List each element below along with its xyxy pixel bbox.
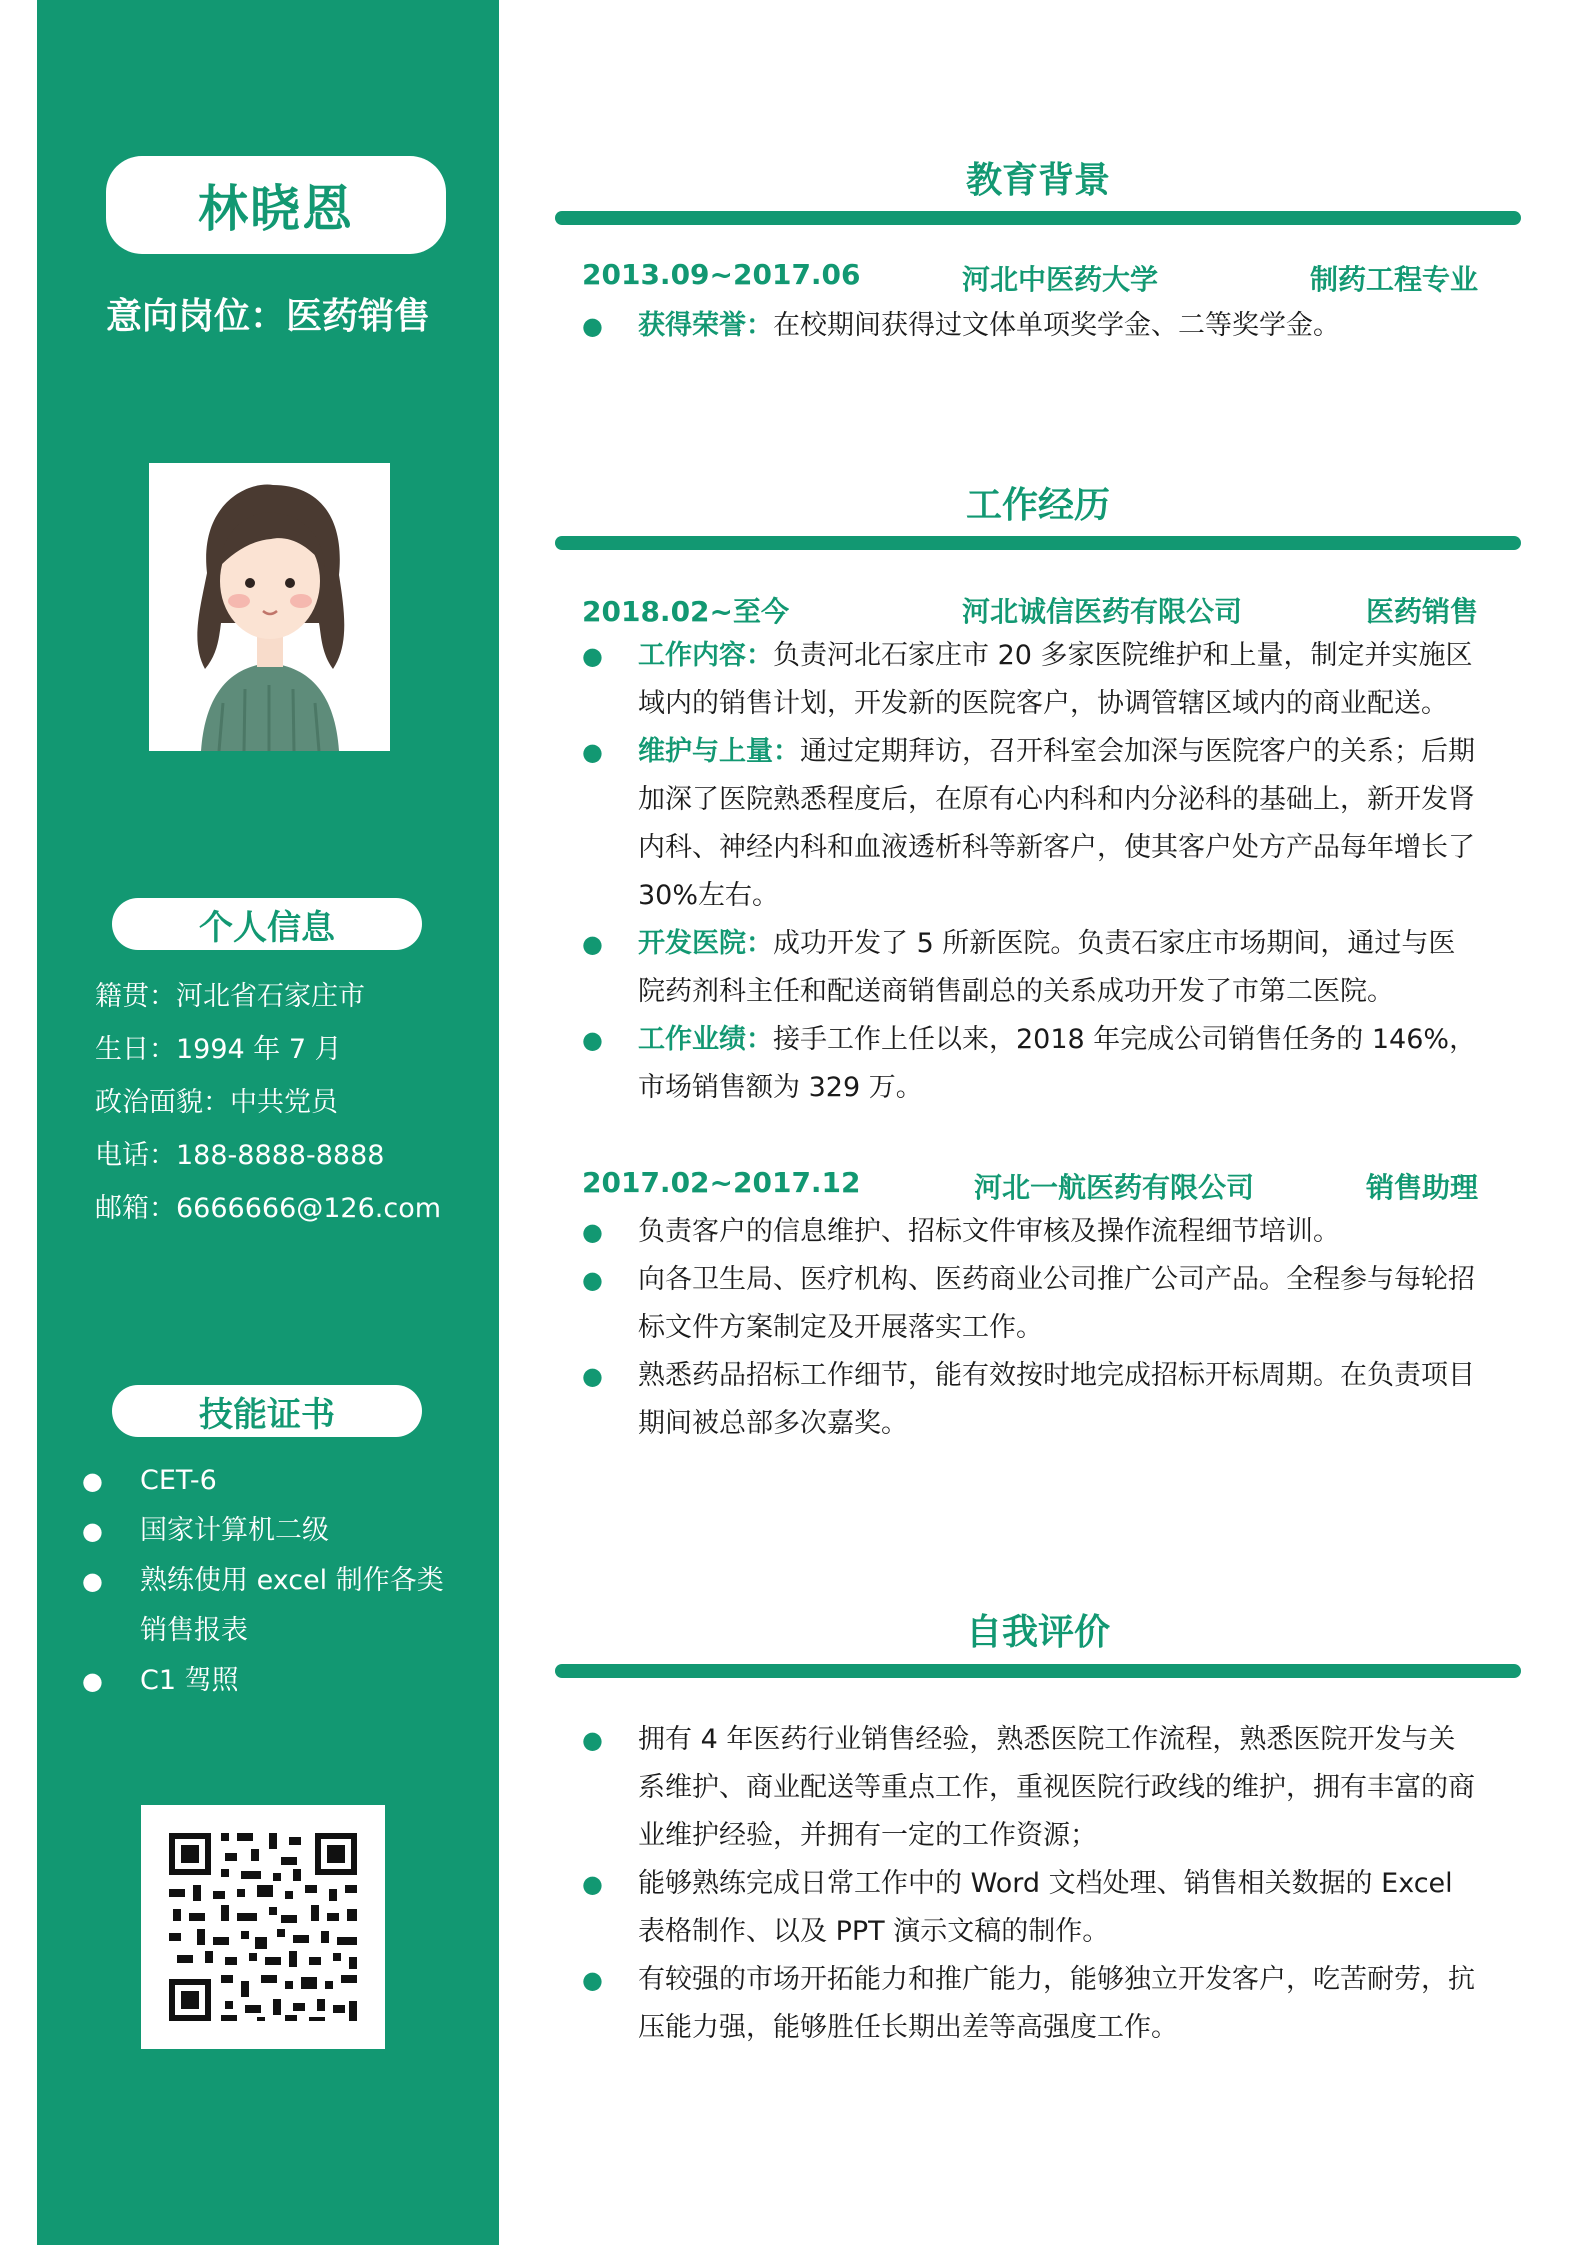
education-row bbox=[582, 258, 1478, 298]
avatar-illustration bbox=[149, 463, 390, 751]
bullet-icon: ● bbox=[82, 1567, 103, 1595]
job-row bbox=[582, 1166, 1478, 1206]
bullet-icon: ● bbox=[82, 1517, 103, 1545]
job-row bbox=[582, 590, 1478, 630]
job-intent: 意向岗位：医药销售 bbox=[105, 296, 430, 337]
info-hometown: 籍贯：河北省石家庄市 bbox=[95, 981, 365, 1012]
bullet-icon: ● bbox=[582, 1726, 603, 1754]
info-political-status: 政治面貌：中共党员 bbox=[95, 1087, 338, 1118]
job-role: 医药销售 bbox=[1365, 595, 1478, 628]
skills-title: 技能证书 bbox=[199, 1394, 335, 1435]
list-item: ● 向各卫生局、医疗机构、医药商业公司推广公司产品。全程参与每轮招标文件方案制定及开展落实工作。 bbox=[582, 1256, 1482, 1352]
work-title: 工作经历 bbox=[965, 485, 1110, 526]
name-badge bbox=[106, 156, 446, 254]
honor-text: 在校期间获得过文体单项奖学金、二等奖学金。 bbox=[773, 310, 1340, 341]
list-item: ● 工作内容：负责河北石家庄市 20 多家医院维护和上量，制定并实施区域内的销售计划，开发新的医院客户，协调管辖区域内的商业配送。 bbox=[582, 632, 1482, 728]
list-item: ● 拥有 4 年医药行业销售经验，熟悉医院工作流程，熟悉医院开发与关系维护、商业配送等重点工作，重视医院行政线的维护，拥有丰富的商业维护经验，并拥有一定的工作资源； bbox=[582, 1716, 1482, 1860]
bullet-icon: ● bbox=[82, 1667, 103, 1695]
list-item: ● 开发医院：成功开发了 5 所新医院。负责石家庄市场期间，通过与医院药剂科主任和配送商销售副总的关系成功开发了市第二医院。 bbox=[582, 920, 1482, 1016]
skill-item: ● 国家计算机二级 bbox=[82, 1506, 482, 1556]
education-school: 河北中医药大学 bbox=[962, 263, 1159, 296]
skills-list bbox=[82, 1456, 482, 1706]
list-item: ● 熟悉药品招标工作细节，能有效按时地完成招标开标周期。在负责项目期间被总部多次嘉奖。 bbox=[582, 1352, 1482, 1448]
bullet-icon: ● bbox=[582, 312, 603, 340]
education-divider bbox=[555, 211, 1521, 225]
job-company: 河北诚信医药有限公司 bbox=[962, 595, 1243, 628]
list-item bbox=[582, 302, 1482, 350]
bullet-icon: ● bbox=[582, 1266, 603, 1294]
list-item: ● 工作业绩：接手工作上任以来，2018 年完成公司销售任务的 146%，市场销售额为 329 万。 bbox=[582, 1016, 1482, 1112]
qr-code bbox=[141, 1805, 385, 2049]
info-email: 邮箱：6666666@126.com bbox=[95, 1193, 442, 1224]
job-company: 河北一航医药有限公司 bbox=[974, 1171, 1255, 1204]
self-eval-divider bbox=[555, 1664, 1521, 1678]
self-eval-title: 自我评价 bbox=[965, 1612, 1110, 1653]
self-eval-bullets bbox=[582, 1716, 1482, 2052]
education-period: 2013.09~2017.06 bbox=[582, 258, 861, 291]
info-birthday: 生日：1994 年 7 月 bbox=[95, 1034, 342, 1065]
avatar bbox=[149, 463, 390, 751]
skills-heading bbox=[112, 1385, 422, 1437]
education-major: 制药工程专业 bbox=[1309, 263, 1478, 296]
bullet-icon: ● bbox=[582, 1362, 603, 1390]
education-title: 教育背景 bbox=[965, 160, 1110, 201]
bullet-icon: ● bbox=[582, 738, 603, 766]
education-bullets bbox=[582, 302, 1482, 350]
job-period: 2018.02~至今 bbox=[582, 595, 789, 628]
candidate-name: 林晓恩 bbox=[198, 180, 354, 238]
bullet-icon: ● bbox=[582, 930, 603, 958]
skill-item: ● C1 驾照 bbox=[82, 1656, 482, 1706]
job-role: 销售助理 bbox=[1365, 1171, 1478, 1204]
skill-item: ● CET-6 bbox=[82, 1456, 482, 1506]
bullet-icon: ● bbox=[82, 1467, 103, 1495]
bullet-icon: ● bbox=[582, 1026, 603, 1054]
job-period: 2017.02~2017.12 bbox=[582, 1166, 861, 1199]
qr-code-icon bbox=[141, 1805, 385, 2049]
list-item: ● 能够熟练完成日常工作中的 Word 文档处理、销售相关数据的 Excel 表格制作、以及 PPT 演示文稿的制作。 bbox=[582, 1860, 1482, 1956]
skill-item: ● 熟练使用 excel 制作各类销售报表 bbox=[82, 1556, 460, 1656]
bullet-icon: ● bbox=[582, 1218, 603, 1246]
list-item: ● 维护与上量：通过定期拜访，召开科室会加深与医院客户的关系；后期加深了医院熟悉程度后，在原有心内科和内分泌科的基础上，新开发肾内科、神经内科和血液透析科等新客户，使其客户处方产品每年增长了 30%左右。 bbox=[582, 728, 1482, 920]
list-item: ● 有较强的市场开拓能力和推广能力，能够独立开发客户，吃苦耐劳，抗压能力强，能够胜任长期出差等高强度工作。 bbox=[582, 1956, 1482, 2052]
info-phone: 电话：188-8888-8888 bbox=[95, 1140, 385, 1171]
personal-info-list bbox=[95, 970, 495, 1235]
personal-info-title: 个人信息 bbox=[199, 907, 335, 948]
work-divider bbox=[555, 536, 1521, 550]
job-bullets bbox=[582, 632, 1482, 1112]
bullet-icon: ● bbox=[582, 1870, 603, 1898]
honor-label: 获得荣誉： bbox=[638, 310, 773, 341]
list-item: ● 负责客户的信息维护、招标文件审核及操作流程细节培训。 bbox=[582, 1208, 1482, 1256]
personal-info-heading bbox=[112, 898, 422, 950]
job-bullets bbox=[582, 1208, 1482, 1448]
bullet-icon: ● bbox=[582, 642, 603, 670]
bullet-icon: ● bbox=[582, 1966, 603, 1994]
